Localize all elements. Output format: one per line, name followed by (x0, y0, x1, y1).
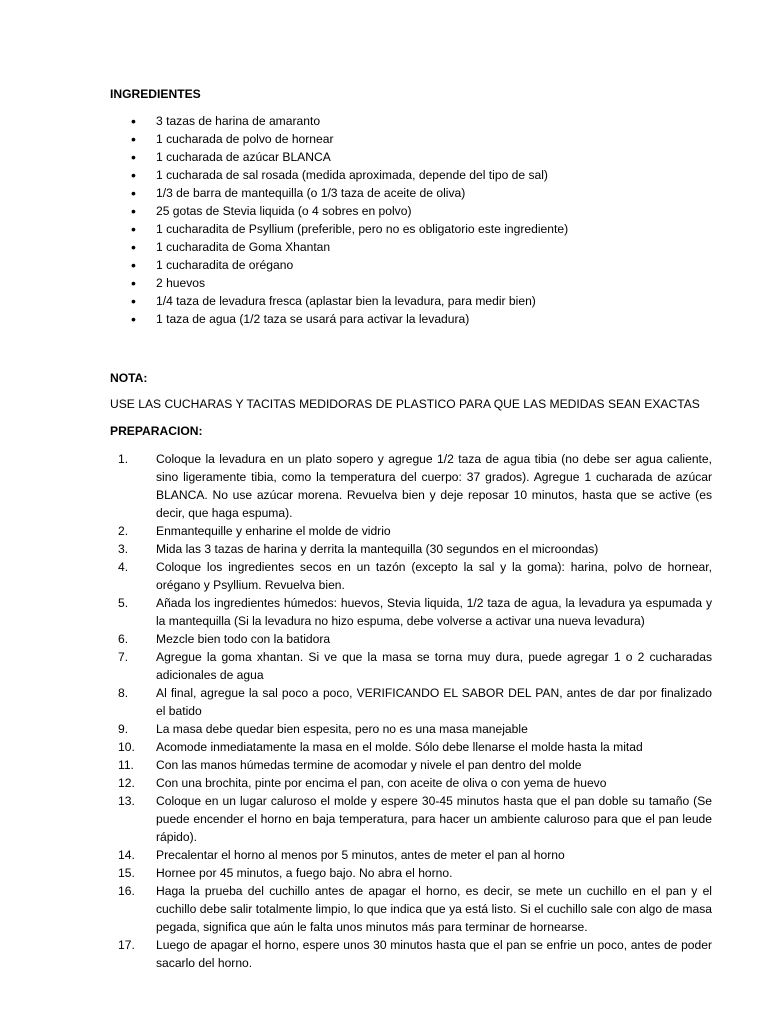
ingredient-item: • 1 cucharadita de orégano (110, 256, 710, 274)
ingredients-heading: INGREDIENTES (110, 87, 201, 101)
preparation-heading: PREPARACION: (110, 424, 203, 438)
ingredient-item: • 1 cucharadita de Psyllium (preferible, pero no es obligatorio este ingrediente) (110, 220, 710, 238)
note-heading: NOTA: (110, 371, 148, 385)
step-number-label: 14. (118, 848, 135, 862)
preparation-step (110, 684, 712, 720)
step-number-label: 16. (118, 884, 135, 898)
preparation-step (110, 774, 712, 792)
step-number-label: 17. (118, 938, 135, 952)
preparation-step (110, 558, 712, 594)
step-text: Añada los ingredientes húmedos: huevos, Stevia liquida, 1/2 taza de agua, la levadura ya espumada y la mantequilla (Si la levadura no hizo espuma, debe volverse a activar una nueva levadura) (156, 596, 712, 628)
ingredient-item: • 1/4 taza de levadura fresca (aplastar bien la levadura, para medir bien) (110, 292, 710, 310)
step-number-label: 8. (118, 686, 129, 700)
step-number-label: 12. (118, 776, 135, 790)
preparation-step (110, 738, 712, 756)
ingredient-item: • 1 cucharada de polvo de hornear (110, 130, 710, 148)
step-number (110, 522, 156, 540)
preparation-step (110, 720, 712, 738)
step-number (110, 720, 156, 738)
step-number-label: 1. (118, 452, 129, 466)
ingredient-item: • 1 cucharada de sal rosada (medida aproximada, depende del tipo de sal) (110, 166, 710, 184)
preparation-step (110, 864, 712, 882)
step-number (110, 630, 156, 648)
step-number-label: 7. (118, 650, 129, 664)
step-text: Con las manos húmedas termine de acomodar y nivele el pan dentro del molde (156, 758, 582, 772)
step-number (110, 792, 156, 846)
step-number-label: 10. (118, 740, 135, 754)
step-text: Hornee por 45 minutos, a fuego bajo. No abra el horno. (156, 866, 453, 880)
preparation-step (110, 648, 712, 684)
step-number (110, 864, 156, 882)
preparation-step (110, 792, 712, 846)
step-number (110, 558, 156, 594)
preparation-step (110, 756, 712, 774)
step-number (110, 594, 156, 630)
ingredient-item: • 1 taza de agua (1/2 taza se usará para activar la levadura) (110, 310, 710, 328)
step-number (110, 738, 156, 756)
preparation-step (110, 522, 712, 540)
step-number (110, 648, 156, 684)
step-text: Mezcle bien todo con la batidora (156, 632, 331, 646)
step-text: Coloque la levadura en un plato sopero y agregue 1/2 taza de agua tibia (no debe ser agua caliente, sino ligeramente tibia, como la temperatura del cuerpo: 37 grados). Agregue 1 cucharada de azúcar BLANCA. No use azúcar morena. Revuelva bien y deje reposar 10 minutos, hasta que se active (es decir, que haga espuma). (156, 452, 712, 520)
ingredient-item: • 1/3 de barra de mantequilla (o 1/3 taza de aceite de oliva) (110, 184, 710, 202)
ingredient-item: • 25 gotas de Stevia liquida (o 4 sobres en polvo) (110, 202, 710, 220)
step-number-label: 15. (118, 866, 135, 880)
step-number-label: 4. (118, 560, 129, 574)
step-text: Coloque en un lugar caluroso el molde y espere 30-45 minutos hasta que el pan doble su tamaño (Se puede encender el horno en baja temperatura, para hacer un ambiente caluroso para que el pan leude rápido). (156, 794, 712, 844)
step-number-label: 9. (118, 722, 129, 736)
ingredient-item: • 2 huevos (110, 274, 710, 292)
step-number (110, 756, 156, 774)
step-text: La masa debe quedar bien espesita, pero no es una masa manejable (156, 722, 528, 736)
step-number (110, 846, 156, 864)
preparation-step (110, 882, 712, 936)
step-text: Coloque los ingredientes secos en un tazón (excepto la sal y la goma): harina, polvo de hornear, orégano y Psyllium. Revuelva bien. (156, 560, 712, 592)
ingredient-item: • 1 cucharada de azúcar BLANCA (110, 148, 710, 166)
preparation-step (110, 846, 712, 864)
step-text: Enmantequille y enharine el molde de vidrio (156, 524, 391, 538)
step-number-label: 11. (118, 758, 134, 772)
ingredient-item: • 1 cucharadita de Goma Xhantan (110, 238, 710, 256)
step-number-label: 13. (118, 794, 135, 808)
step-text: Luego de apagar el horno, espere unos 30 minutos hasta que el pan se enfrie un poco, antes de poder sacarlo del horno. (156, 938, 712, 970)
step-text: Acomode inmediatamente la masa en el molde. Sólo debe llenarse el molde hasta la mitad (156, 740, 643, 754)
step-text: Agregue la goma xhantan. Si ve que la masa se torna muy dura, puede agregar 1 o 2 cucharadas adicionales de agua (156, 650, 712, 682)
step-text: Precalentar el horno al menos por 5 minutos, antes de meter el pan al horno (156, 848, 565, 862)
step-text: Al final, agregue la sal poco a poco, VERIFICANDO EL SABOR DEL PAN, antes de dar por finalizado el batido (156, 686, 712, 718)
step-number-label: 3. (118, 542, 129, 556)
step-number-label: 6. (118, 632, 129, 646)
step-number-label: 5. (118, 596, 129, 610)
step-number (110, 450, 156, 522)
preparation-step (110, 630, 712, 648)
step-number (110, 936, 156, 972)
step-number (110, 774, 156, 792)
preparation-step (110, 450, 712, 522)
step-number-label: 2. (118, 524, 129, 538)
preparation-step (110, 936, 712, 972)
preparation-steps (110, 450, 712, 972)
ingredients-list (110, 112, 710, 328)
step-text: Mida las 3 tazas de harina y derrita la mantequilla (30 segundos en el microondas) (156, 542, 599, 556)
step-text: Con una brochita, pinte por encima el pan, con aceite de oliva o con yema de huevo (156, 776, 607, 790)
step-number (110, 882, 156, 936)
ingredient-item: • 3 tazas de harina de amaranto (110, 112, 710, 130)
note-text: USE LAS CUCHARAS Y TACITAS MEDIDORAS DE PLASTICO PARA QUE LAS MEDIDAS SEAN EXACTAS (110, 397, 700, 411)
preparation-step (110, 540, 712, 558)
step-number (110, 540, 156, 558)
step-number (110, 684, 156, 720)
preparation-step (110, 594, 712, 630)
step-text: Haga la prueba del cuchillo antes de apagar el horno, es decir, se mete un cuchillo en el pan y el cuchillo debe salir totalmente limpio, lo que indica que ya está listo. Si el cuchillo sale con algo de masa pegada, significa que aún le falta unos minutos más para terminar de hornearse. (156, 884, 712, 934)
